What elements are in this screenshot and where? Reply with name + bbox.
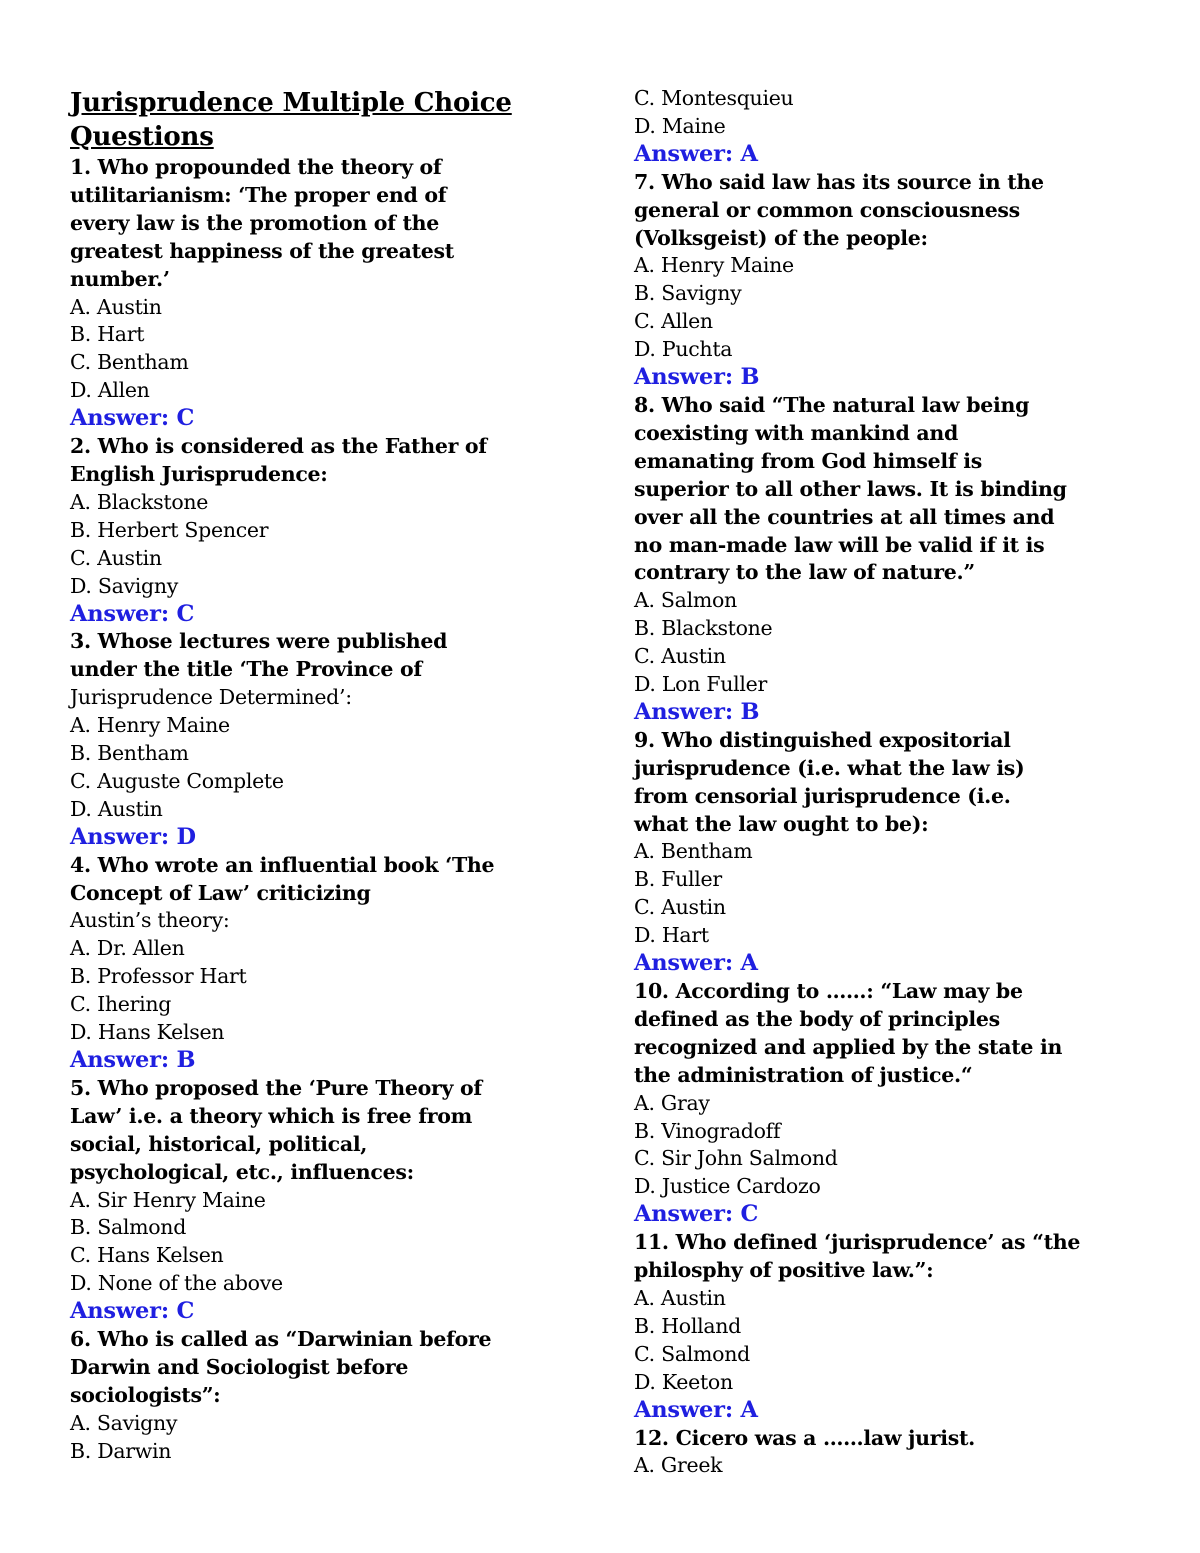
question-10 xyxy=(634,978,1154,1229)
question-text: under the title ‘The Province of xyxy=(70,657,422,682)
question-text: emanating from God himself is xyxy=(634,448,982,473)
question-2 xyxy=(70,433,570,628)
question-text: Law’ i.e. a theory which is free from xyxy=(70,1103,473,1128)
question-text: Darwin and Sociologist before xyxy=(70,1354,409,1379)
right-column xyxy=(634,85,1154,1480)
title-line-1: Jurisprudence Multiple Choice xyxy=(70,88,512,118)
option: C. Austin xyxy=(634,895,726,920)
option: D. Maine xyxy=(634,113,726,138)
option: B. Herbert Spencer xyxy=(70,517,269,542)
question-text: greatest happiness of the greatest xyxy=(70,238,454,263)
option: A. Dr. Allen xyxy=(70,936,185,961)
question-5 xyxy=(70,1075,570,1326)
option: C. Bentham xyxy=(70,350,189,375)
option: C. Austin xyxy=(634,644,726,669)
option: C. Sir John Salmond xyxy=(634,1146,838,1171)
question-11 xyxy=(634,1229,1154,1424)
question-text: 2. Who is considered as the Father of xyxy=(70,434,487,459)
question-text: 7. Who said law has its source in the xyxy=(634,169,1044,194)
question-9 xyxy=(634,727,1154,978)
option: A. Austin xyxy=(634,1285,726,1310)
question-text: superior to all other laws. It is binding xyxy=(634,476,1067,501)
question-8 xyxy=(634,392,1154,727)
answer: Answer: B xyxy=(634,364,760,391)
option: B. Fuller xyxy=(634,867,722,892)
option: A. Blackstone xyxy=(70,489,209,514)
question-text: what the law ought to be): xyxy=(634,811,929,836)
option: A. Bentham xyxy=(634,839,753,864)
option: A. Salmon xyxy=(634,588,737,613)
option: D. None of the above xyxy=(70,1271,283,1296)
question-text: Concept of Law’ criticizing xyxy=(70,880,371,905)
answer: Answer: C xyxy=(70,600,195,627)
question-text: 5. Who proposed the ‘Pure Theory of xyxy=(70,1075,482,1100)
question-6 xyxy=(70,1326,570,1466)
left-column xyxy=(70,86,570,1466)
option: B. Savigny xyxy=(634,281,742,306)
question-text: defined as the body of principles xyxy=(634,1006,1000,1031)
title-line-2: Questions xyxy=(70,122,214,152)
question-text: philosphy of positive law.”: xyxy=(634,1258,934,1283)
answer: Answer: B xyxy=(70,1047,196,1073)
option: D. Savigny xyxy=(70,573,179,598)
question-text: contrary to the law of nature.” xyxy=(634,560,975,585)
option: A. Austin xyxy=(70,294,162,319)
option: A. Sir Henry Maine xyxy=(70,1187,266,1212)
question-12 xyxy=(634,1425,1154,1481)
question-text: 12. Cicero was a ……law jurist. xyxy=(634,1425,975,1450)
answer: Answer: C xyxy=(70,1298,195,1325)
option: D. Allen xyxy=(70,378,150,403)
option: C. Auguste Complete xyxy=(70,768,284,793)
question-text: 4. Who wrote an influential book ‘The xyxy=(70,852,495,877)
option: B. Salmond xyxy=(70,1215,187,1240)
option: A. Henry Maine xyxy=(634,253,794,278)
option: B. Blackstone xyxy=(634,616,773,641)
question-3 xyxy=(70,628,570,851)
answer: Answer: A xyxy=(634,140,758,167)
question-text: social, historical, political, xyxy=(70,1131,368,1156)
question-text: (Volksgeist) of the people: xyxy=(634,225,928,250)
answer: Answer: C xyxy=(634,1201,759,1228)
option: A. Gray xyxy=(634,1090,710,1115)
question-text: jurisprudence (i.e. what the law is) xyxy=(634,755,1025,780)
document-title xyxy=(70,86,570,154)
question-text: 3. Whose lectures were published xyxy=(70,629,448,654)
answer: Answer: A xyxy=(634,1396,758,1423)
option: C. Ihering xyxy=(70,992,172,1017)
option: A. Henry Maine xyxy=(70,713,230,738)
question-text: general or common consciousness xyxy=(634,197,1020,222)
option: B. Hart xyxy=(70,322,145,347)
question-text: utilitarianism: ‘The proper end of xyxy=(70,182,447,207)
question-7 xyxy=(634,169,1154,392)
question-text: number.’ xyxy=(70,266,170,291)
option: D. Justice Cardozo xyxy=(634,1174,821,1199)
option: C. Allen xyxy=(634,309,713,334)
option: A. Savigny xyxy=(70,1410,178,1435)
question-6-continued xyxy=(634,85,1154,169)
option: D. Hans Kelsen xyxy=(70,1020,225,1045)
question-text: the administration of justice.“ xyxy=(634,1062,973,1087)
answer: Answer: D xyxy=(70,823,196,850)
answer: Answer: A xyxy=(634,950,758,977)
option: B. Darwin xyxy=(70,1438,172,1463)
question-text: 9. Who distinguished expositorial xyxy=(634,727,1011,752)
question-text: 11. Who defined ‘jurisprudence’ as “the xyxy=(634,1230,1081,1255)
answer: Answer: B xyxy=(634,698,760,725)
option: D. Lon Fuller xyxy=(634,672,767,697)
question-text: 8. Who said “The natural law being xyxy=(634,392,1030,417)
question-text-plain: Austin’s theory: xyxy=(70,908,230,933)
question-text: 10. According to ……: “Law may be xyxy=(634,979,1023,1003)
question-text: English Jurisprudence: xyxy=(70,461,328,486)
option: B. Holland xyxy=(634,1313,741,1338)
question-text: from censorial jurisprudence (i.e. xyxy=(634,783,1011,808)
option: D. Puchta xyxy=(634,337,733,362)
question-text-plain: Jurisprudence Determined’: xyxy=(70,685,352,710)
option: B. Bentham xyxy=(70,741,189,766)
option: C. Hans Kelsen xyxy=(70,1243,224,1268)
question-text: coexisting with mankind and xyxy=(634,420,958,445)
question-text: every law is the promotion of the xyxy=(70,210,440,235)
question-text: sociologists”: xyxy=(70,1382,221,1407)
question-text: recognized and applied by the state in xyxy=(634,1034,1063,1059)
option: B. Vinogradoff xyxy=(634,1118,781,1143)
option: D. Keeton xyxy=(634,1369,733,1394)
option: C. Montesquieu xyxy=(634,86,794,110)
option: B. Professor Hart xyxy=(70,964,247,989)
option: C. Salmond xyxy=(634,1341,750,1366)
option: A. Greek xyxy=(634,1453,723,1478)
question-text: psychological, etc., influences: xyxy=(70,1159,414,1184)
answer: Answer: C xyxy=(70,405,195,432)
option: C. Austin xyxy=(70,545,162,570)
question-1 xyxy=(70,154,570,433)
question-4 xyxy=(70,852,570,1075)
question-text: 1. Who propounded the theory of xyxy=(70,155,442,179)
option: D. Austin xyxy=(70,796,163,821)
question-text: over all the countries at all times and xyxy=(634,504,1055,529)
question-text: 6. Who is called as “Darwinian before xyxy=(70,1327,492,1352)
option: D. Hart xyxy=(634,923,709,948)
question-text: no man-made law will be valid if it is xyxy=(634,532,1045,557)
